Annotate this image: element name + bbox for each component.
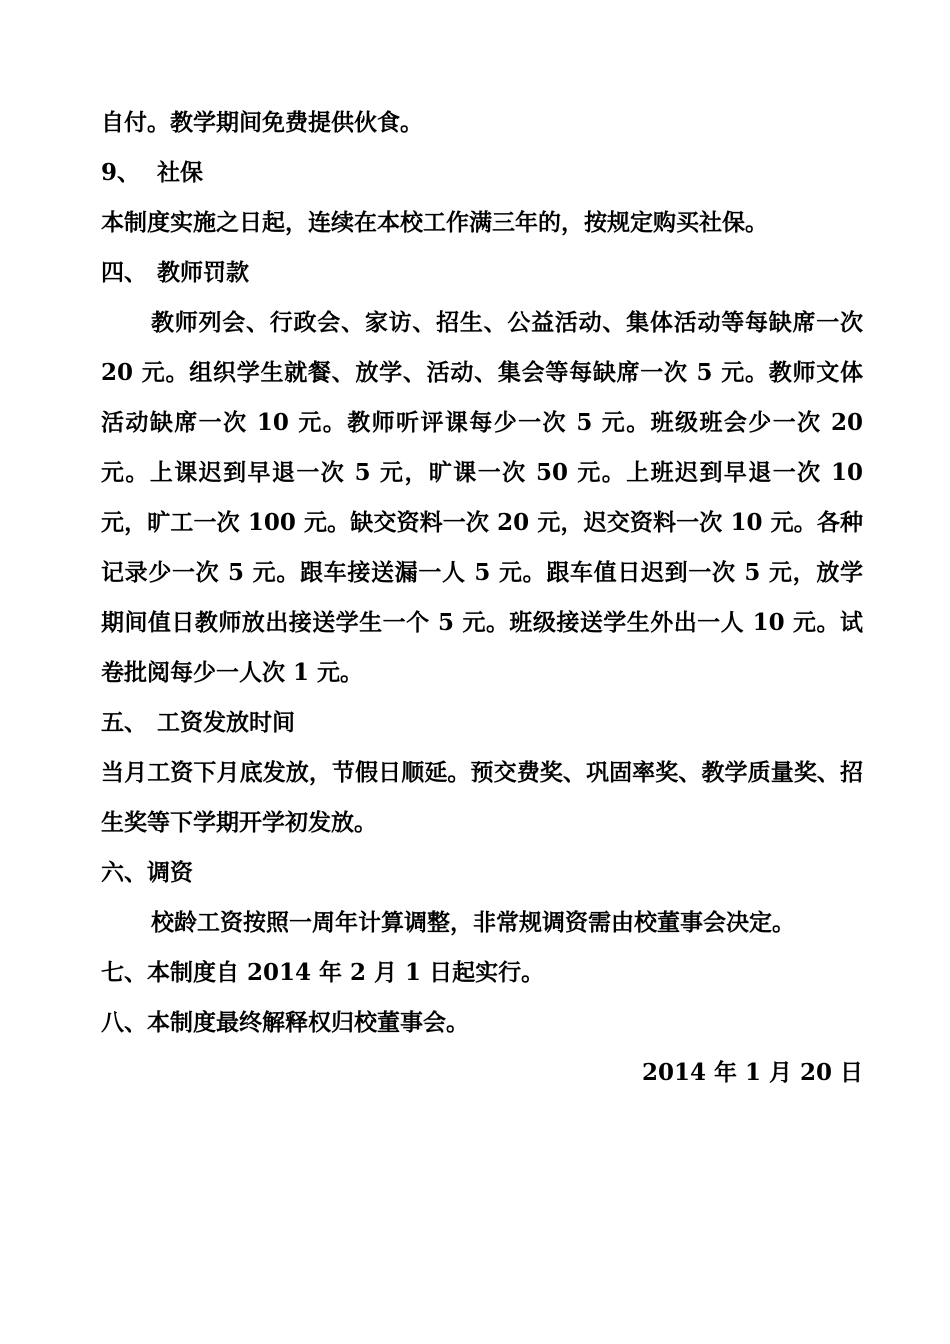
document-date: 2014 年 1 月 20 日 <box>641 1059 863 1086</box>
document-page <box>101 98 863 1098</box>
heading-salary-payment-time <box>101 698 863 748</box>
heading-number: 9、 <box>101 159 141 186</box>
paragraph-social-insurance: 本制度实施之日起，连续在本校工作满三年的，按规定购买社保。 <box>101 209 768 236</box>
paragraph-salary-adjustment: 校龄工资按照一周年计算调整，非常规调资需由校董事会决定。 <box>151 909 795 936</box>
heading-social-insurance <box>101 148 863 198</box>
paragraph-salary-payment: 当月工资下月底发放，节假日顺延。预交费奖、巩固率奖、教学质量奖、招生奖等下学期开学初发放。 <box>101 759 863 836</box>
clause-effective-date: 七、本制度自 2014 年 2 月 1 日起实行。 <box>101 959 545 986</box>
heading-title: 社保 <box>157 159 203 186</box>
paragraph-meals: 自付。教学期间免费提供伙食。 <box>101 109 423 136</box>
clause-interpretation: 八、本制度最终解释权归校董事会。 <box>101 1009 469 1036</box>
heading-teacher-fines <box>101 248 863 298</box>
heading-title: 工资发放时间 <box>157 709 295 736</box>
heading-title: 教师罚款 <box>157 259 249 286</box>
heading-number: 四、 <box>101 259 147 286</box>
paragraph-teacher-fines: 教师列会、行政会、家访、招生、公益活动、集体活动等每缺席一次 20 元。组织学生就餐、放学、活动、集会等每缺席一次 5 元。教师文体活动缺席一次 10 元。教师听评课每少一次 5 元。班级班会少一次 20 元。上课迟到早退一次 5 元，旷课一次 50 元。上班迟到早退一次 10 元，旷工一次 100 元。缺交资料一次 20 元，迟交资料一次 10 元。各种记录少一次 5 元。跟车接送漏一人 5 元。跟车值日迟到一次 5 元，放学期间值日教师放出接送学生一个 5 元。班级接送学生外出一人 10 元。试卷批阅每少一人次 1 元。 <box>101 309 863 686</box>
heading-number: 五、 <box>101 709 147 736</box>
heading-salary-adjustment: 六、调资 <box>101 859 193 886</box>
